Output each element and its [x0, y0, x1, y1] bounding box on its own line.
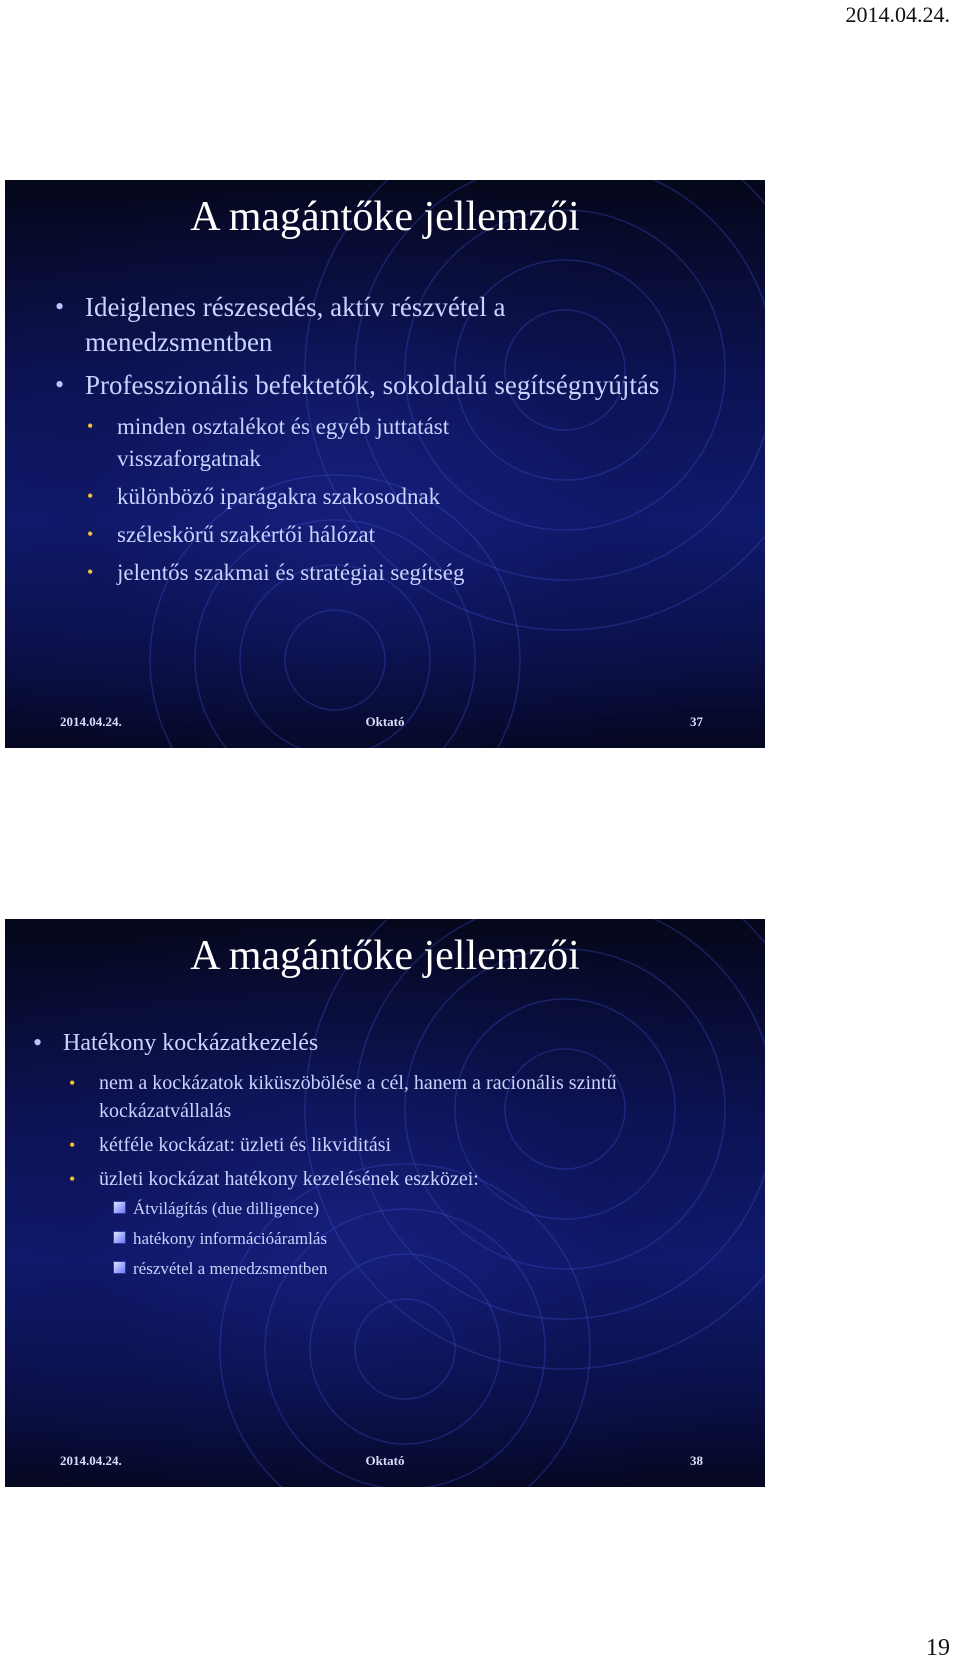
bullet-square-icon [113, 1261, 126, 1274]
list-item-text: üzleti kockázat hatékony kezelésének eszközei: [99, 1168, 479, 1190]
list-item-text: részvétel a menedzsmentben [133, 1259, 328, 1278]
bullet-square-icon [113, 1231, 126, 1244]
list-item-text: különböző iparágakra szakosodnak [117, 484, 441, 509]
list-item [87, 519, 695, 551]
slide-footer-author: Oktató [365, 1453, 405, 1468]
bullet-dot-icon: • [69, 1135, 76, 1155]
list-item [113, 1197, 733, 1221]
slide-38 [5, 919, 765, 1487]
page-number: 19 [926, 1635, 950, 1661]
slide-number: 37 [690, 714, 703, 729]
list-item [69, 1069, 689, 1125]
slide-footer-date: 2014.04.24. [60, 1453, 122, 1468]
list-item-text: kétféle kockázat: üzleti és likviditási [99, 1134, 392, 1156]
bullet-dot-icon: • [87, 486, 94, 506]
slide-title: A magántőke jellemzői [190, 194, 580, 240]
slide-footer-date: 2014.04.24. [60, 714, 122, 729]
slide-footer-author: Oktató [365, 714, 405, 729]
bullet-list [33, 1027, 733, 1287]
list-item [69, 1131, 733, 1159]
list-item [55, 290, 695, 360]
bullet-dot-icon: • [55, 370, 65, 399]
list-item-text: Ideiglenes részesedés, aktív részvétel a menedzsmentben [85, 292, 506, 357]
list-item-text: hatékony információáramlás [133, 1229, 328, 1248]
list-item-text: Átvilágítás (due dilligence) [133, 1199, 319, 1218]
list-item [69, 1165, 733, 1193]
list-item-text: Professzionális befektetők, sokoldalú segítségnyújtás [85, 370, 660, 400]
list-item-text: nem a kockázatok kiküszöbölése a cél, hanem a racionális szintű kockázatvállalás [99, 1072, 617, 1122]
list-item [33, 1027, 733, 1059]
bullet-dot-icon: • [33, 1028, 43, 1057]
list-item-text: jelentős szakmai és stratégiai segítség [117, 560, 465, 585]
list-item [113, 1227, 733, 1251]
bullet-square-icon [113, 1201, 126, 1214]
bullet-dot-icon: • [87, 562, 94, 582]
bullet-list [55, 290, 695, 595]
slide-title: A magántőke jellemzői [190, 933, 580, 979]
bullet-dot-icon: • [87, 524, 94, 544]
bullet-dot-icon: • [69, 1073, 76, 1093]
slide-number: 38 [690, 1453, 703, 1468]
list-item [87, 411, 537, 475]
list-item-text: Hatékony kockázatkezelés [63, 1030, 319, 1056]
bullet-dot-icon: • [69, 1169, 76, 1189]
bullet-dot-icon: • [87, 416, 94, 436]
list-item-text: széleskörű szakértői hálózat [117, 522, 375, 547]
list-item [55, 368, 695, 403]
list-item [87, 481, 695, 513]
list-item [87, 557, 695, 589]
page-header-date: 2014.04.24. [845, 2, 950, 27]
slide-37 [5, 180, 765, 748]
list-item-text: minden osztalékot és egyéb juttatást visszaforgatnak [117, 414, 450, 471]
list-item [113, 1257, 733, 1281]
bullet-dot-icon: • [55, 292, 65, 321]
